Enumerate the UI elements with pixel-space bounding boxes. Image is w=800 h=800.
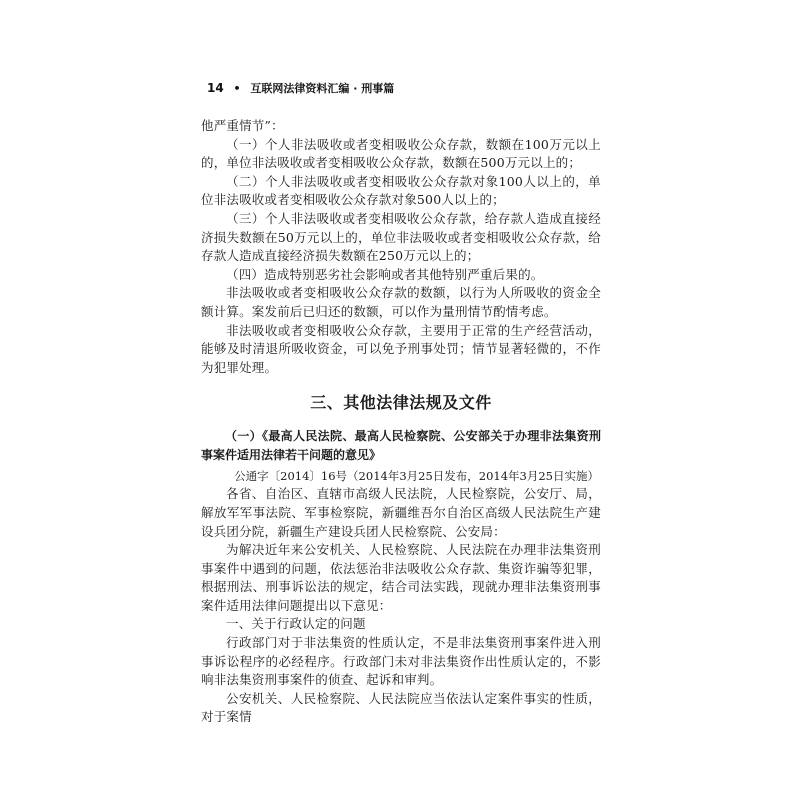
paragraph-case-nature: 公安机关、人民检察院、人民法院应当依法认定案件事实的性质，对于案情 [201,690,601,725]
paragraph-clause-3: （三）个人非法吸收或者变相吸收公众存款，给存款人造成直接经济损失数额在50万元以上的，单位非法吸收或者变相吸收公众存款，给存款人造成直接经济损失数额在250万元以上的； [201,210,601,264]
page-body [201,117,601,727]
paragraph-clause-1: （一）个人非法吸收或者变相吸收公众存款，数额在100万元以上的，单位非法吸收或者变相吸收公众存款，数额在500万元以上的； [201,136,601,171]
paragraph-administrative-determination: 行政部门对于非法集资的性质认定，不是非法集资刑事案件进入刑事诉讼程序的必经程序。行政部门未对非法集资作出性质认定的，不影响非法集资刑事案件的侦查、起诉和审判。 [201,635,601,688]
page-number: 14 [207,81,224,95]
section-heading: 三、其他法律法规及文件 [310,393,492,413]
running-header [207,80,607,96]
paragraph-amount-calculation: 非法吸收或者变相吸收公众存款的数额，以行为人所吸收的资金全额计算。案发前后已归还的数额，可以作为量刑情节酌情考虑。 [201,285,601,319]
book-title: 互联网法律资料汇编 · 刑事篇 [250,82,395,95]
header-separator: • [233,82,241,95]
subheading-administrative-determination: 一、关于行政认定的问题 [226,616,366,632]
paragraph-clause-4: （四）造成特别恶劣社会影响或者其他特别严重后果的。 [226,266,544,282]
paragraph-clause-2: （二）个人非法吸收或者变相吸收公众存款对象100人以上的，单位非法吸收或者变相吸收公众存款对象500人以上的； [201,173,601,208]
paragraph-exemption: 非法吸收或者变相吸收公众存款，主要用于正常的生产经营活动，能够及时清退所吸收资金，可以免予刑事处罚；情节显著轻微的，不作为犯罪处理。 [201,322,601,375]
document-meta: 公通字〔2014〕16号（2014年3月25日发布，2014年3月25日实施） [234,469,599,484]
paragraph-addressees: 各省、自治区、直辖市高级人民法院，人民检察院，公安厅、局，解放军军事法院、军事检察院，新疆维吾尔自治区高级人民法院生产建设兵团分院，新疆生产建设兵团人民检察院、公安局： [201,486,601,539]
document-title: （一）《最高人民法院、最高人民检察院、公安部关于办理非法集资刑事案件适用法律若干问题的意见》 [201,429,601,463]
paragraph-preamble: 为解决近年来公安机关、人民检察院、人民法院在办理非法集资刑事案件中遇到的问题，依法惩治非法吸收公众存款、集资诈骗等犯罪，根据刑法、刑事诉讼法的规定，结合司法实践，现就办理非法集资刑事案件适用法律问题提出以下意见： [201,542,601,613]
paragraph-continuation: 他严重情节”： [201,118,284,133]
